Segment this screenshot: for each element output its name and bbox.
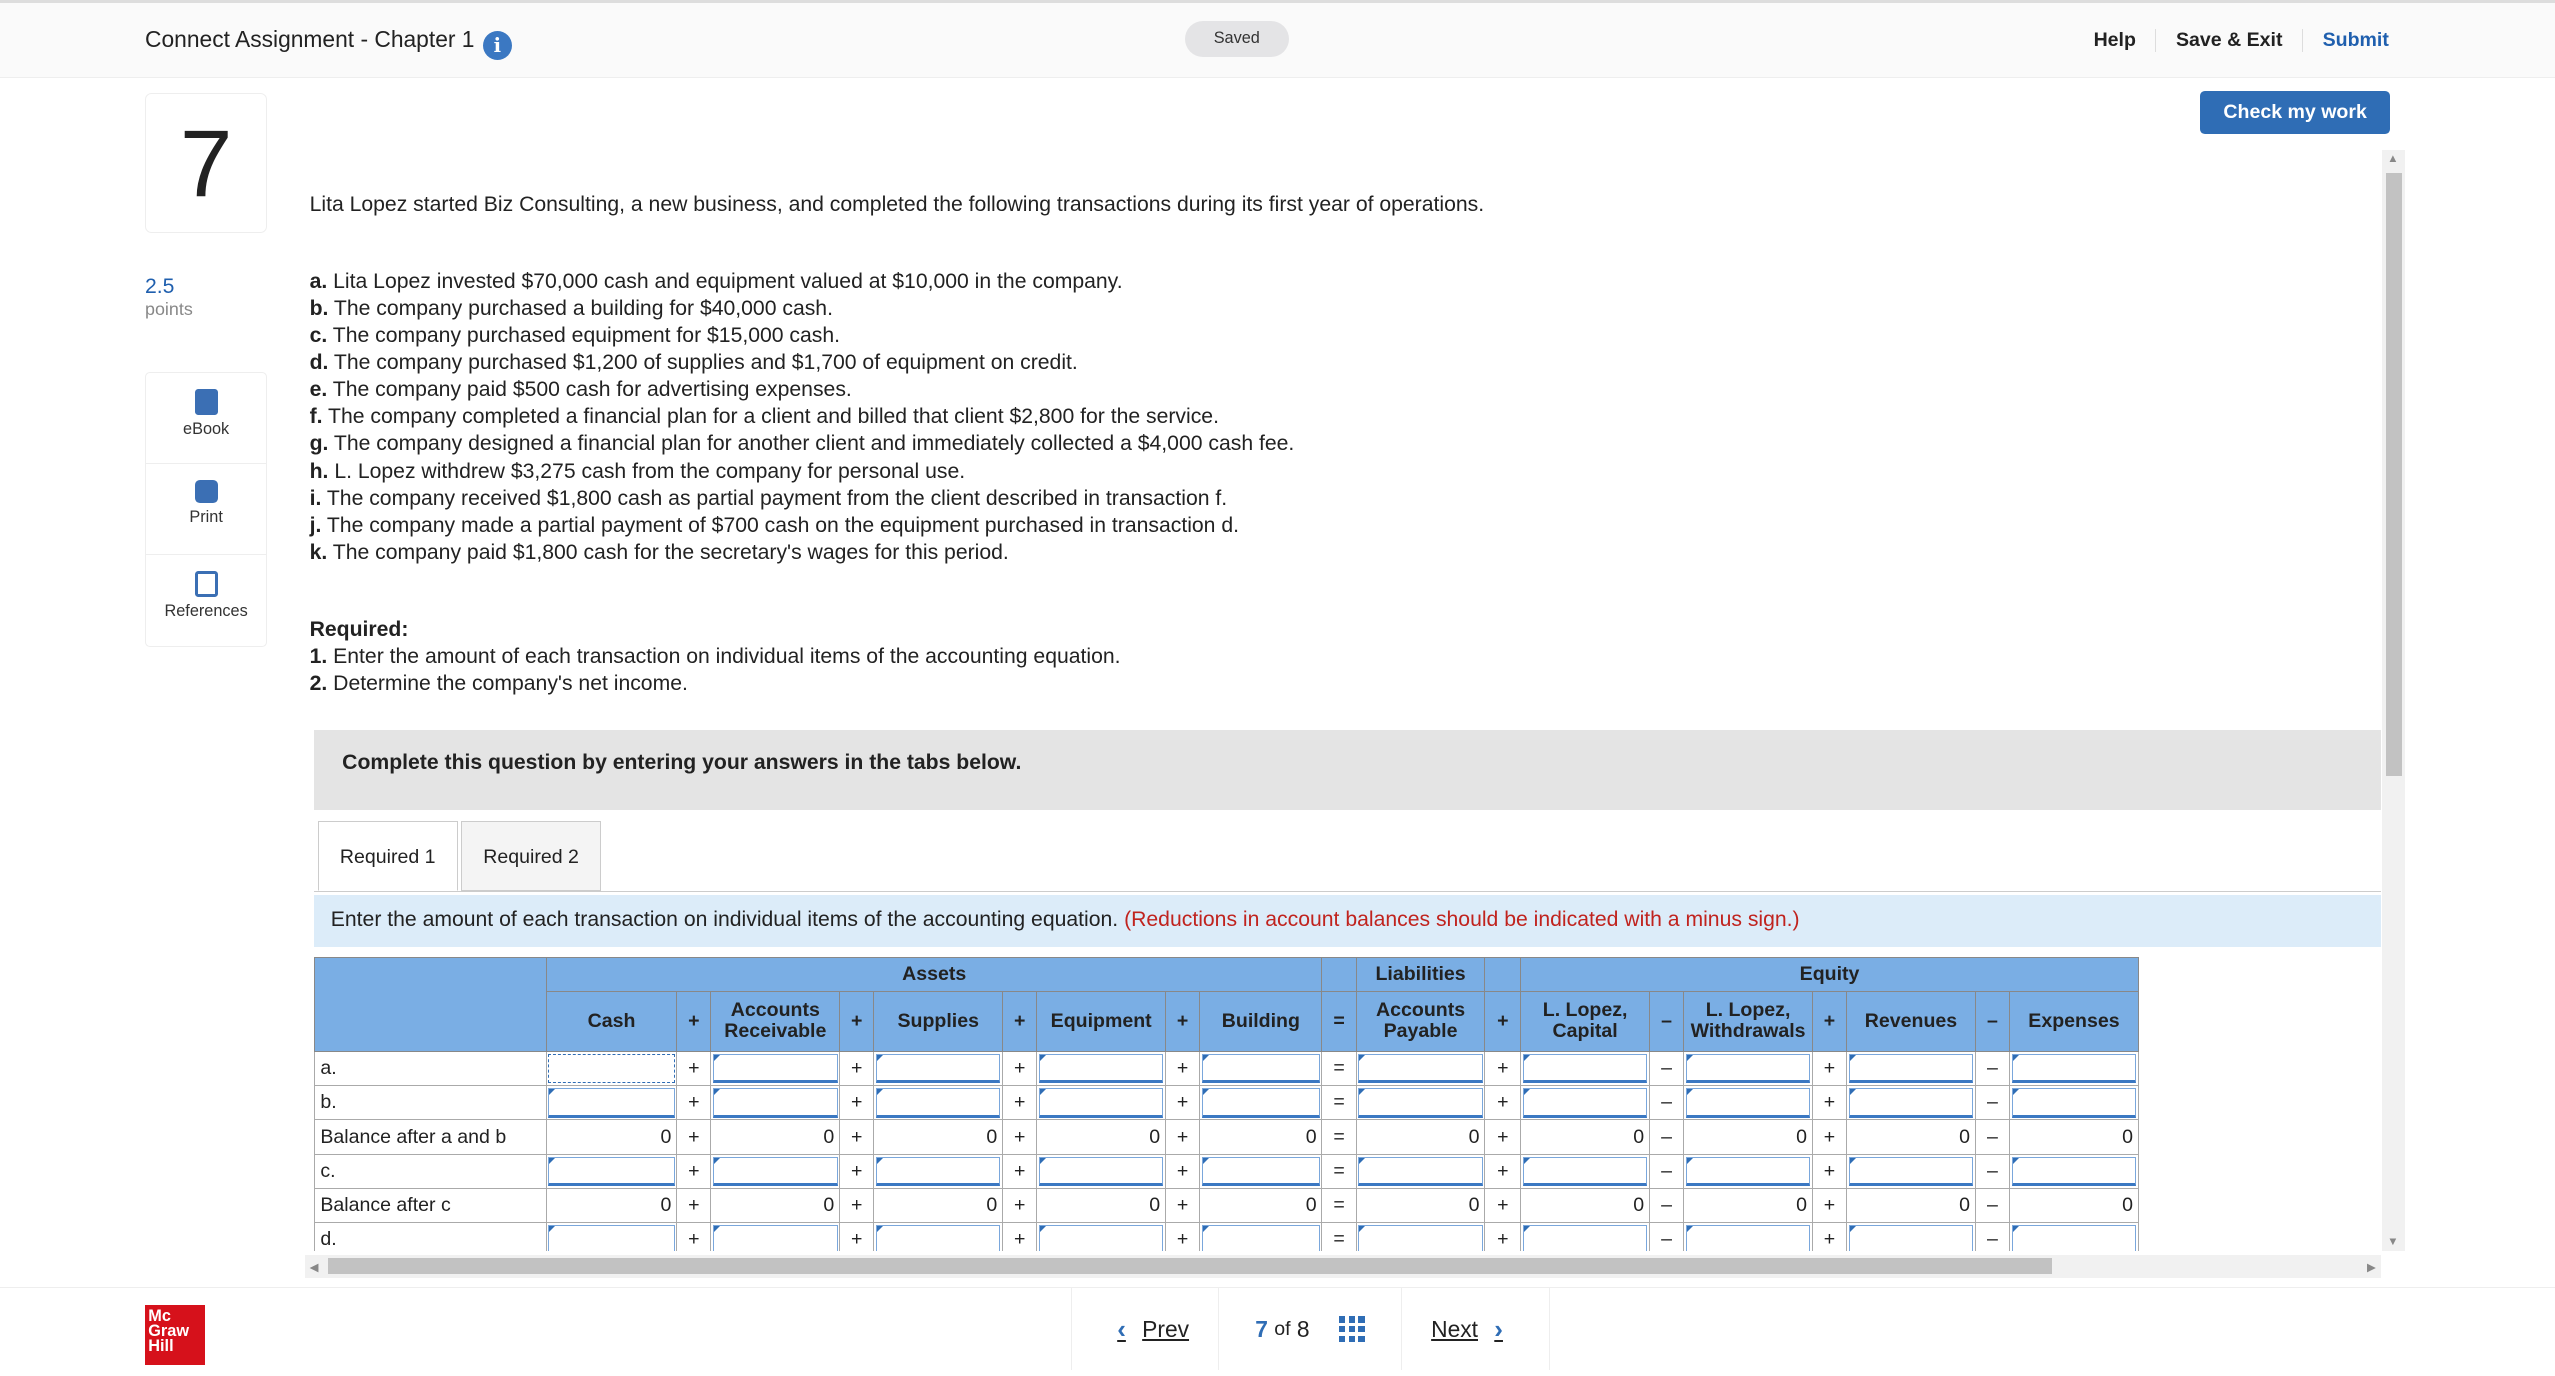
accounting-equation-table xyxy=(314,957,2138,1252)
operator: + xyxy=(1485,1052,1521,1086)
scroll-right-icon[interactable]: ▶ xyxy=(2367,1261,2376,1274)
balance-value: 0 xyxy=(546,1188,676,1222)
operator: + xyxy=(1812,1120,1846,1154)
operator: – xyxy=(1975,991,2009,1051)
prev-button[interactable]: ‹ Prev xyxy=(1071,1288,1220,1369)
operator: + xyxy=(677,1120,711,1154)
column-header: Supplies xyxy=(874,991,1003,1051)
transaction-item xyxy=(310,376,2383,403)
balance-value: 0 xyxy=(711,1188,840,1222)
balance-value: 0 xyxy=(1037,1120,1166,1154)
header-spacer xyxy=(1322,957,1356,991)
top-bar xyxy=(0,0,2555,78)
operator: + xyxy=(677,1223,711,1252)
balance-value: 0 xyxy=(711,1120,840,1154)
column-header: Accounts Receivable xyxy=(711,991,840,1051)
required-section xyxy=(310,616,2383,697)
transaction-key: d. xyxy=(309,351,329,375)
operator: + xyxy=(1812,1052,1846,1086)
cell xyxy=(1200,1154,1322,1188)
pagination xyxy=(1071,1288,1550,1369)
operator: + xyxy=(1812,1223,1846,1252)
row-label: Balance after c xyxy=(315,1188,546,1222)
amount-input[interactable] xyxy=(1039,1088,1163,1117)
references-button[interactable]: References xyxy=(146,555,266,646)
operator: + xyxy=(677,1154,711,1188)
transaction-text: L. Lopez withdrew $3,275 cash from the company for personal use. xyxy=(334,459,966,483)
scroll-up-icon[interactable]: ▲ xyxy=(2387,153,2399,166)
cell xyxy=(546,1086,676,1120)
operator: – xyxy=(1975,1086,2009,1120)
cell xyxy=(1684,1052,1813,1086)
table-row xyxy=(315,1223,2138,1252)
header-spacer xyxy=(1485,957,1521,991)
next-button[interactable]: Next › xyxy=(1401,1288,1550,1369)
transaction-text: The company paid $1,800 cash for the secretary's wages for this period. xyxy=(332,540,1009,564)
balance-value: 0 xyxy=(874,1120,1003,1154)
amount-input[interactable] xyxy=(713,1088,837,1117)
operator: + xyxy=(1003,1052,1037,1086)
cell xyxy=(874,1223,1003,1252)
row-label: Balance after a and b xyxy=(315,1120,546,1154)
amount-input[interactable] xyxy=(1358,1054,1482,1083)
operator: + xyxy=(840,1223,874,1252)
tab-instruction: Enter the amount of each transaction on individual items of the accounting equation. (Reductions in account balances should be indicated with a minus sign.) xyxy=(314,895,2380,947)
transaction-key: h. xyxy=(309,459,329,483)
required-item: 1. Enter the amount of each transaction on individual items of the accounting equation. xyxy=(309,645,1121,669)
amount-input[interactable] xyxy=(1039,1054,1163,1083)
cell xyxy=(1521,1223,1650,1252)
column-header: L. Lopez, Capital xyxy=(1521,991,1650,1051)
table-row xyxy=(315,1120,2138,1154)
cell xyxy=(1037,1052,1166,1086)
transaction-key: i. xyxy=(309,486,322,510)
cell xyxy=(1521,1086,1650,1120)
amount-input[interactable] xyxy=(2012,1088,2137,1117)
operator: + xyxy=(677,1052,711,1086)
operator: + xyxy=(1485,1223,1521,1252)
operator: + xyxy=(840,1120,874,1154)
cell xyxy=(1684,1154,1813,1188)
operator: + xyxy=(1003,1086,1037,1120)
amount-input[interactable] xyxy=(713,1157,837,1186)
operator: – xyxy=(1975,1154,2009,1188)
transaction-text: The company purchased a building for $40,000 cash. xyxy=(333,297,833,321)
operator: + xyxy=(1003,1154,1037,1188)
operator: + xyxy=(840,1052,874,1086)
amount-input[interactable] xyxy=(1523,1088,1647,1117)
cell xyxy=(1521,1052,1650,1086)
operator: + xyxy=(1166,1188,1200,1222)
operator: + xyxy=(1812,1188,1846,1222)
operator: – xyxy=(1649,1052,1683,1086)
operator: + xyxy=(1166,1223,1200,1252)
liabilities-group-header: Liabilities xyxy=(1356,957,1485,991)
table-row xyxy=(315,1086,2138,1120)
operator: + xyxy=(1003,1223,1037,1252)
operator: – xyxy=(1649,1086,1683,1120)
operator: + xyxy=(1166,1154,1200,1188)
ebook-button[interactable]: eBook xyxy=(146,373,266,464)
transaction-key: e. xyxy=(309,378,328,402)
column-header: Accounts Payable xyxy=(1356,991,1485,1051)
transaction-text: The company designed a financial plan for another client and immediately collected a $4,000 cash fee. xyxy=(333,432,1295,456)
transaction-item xyxy=(310,349,2383,376)
balance-value: 0 xyxy=(1200,1188,1322,1222)
row-label: b. xyxy=(315,1086,546,1120)
operator: = xyxy=(1322,1223,1356,1252)
operator: + xyxy=(840,1154,874,1188)
submit-link[interactable]: Submit xyxy=(2302,29,2389,52)
cell xyxy=(1356,1154,1485,1188)
column-header: Expenses xyxy=(2010,991,2139,1051)
save-exit-link[interactable]: Save & Exit xyxy=(2155,29,2302,52)
transaction-key: c. xyxy=(309,324,328,348)
scroll-thumb[interactable] xyxy=(328,1258,2052,1274)
question-number: 7 xyxy=(145,93,267,233)
chevron-right-icon: › xyxy=(1494,1313,1503,1344)
cell xyxy=(2010,1154,2139,1188)
cell xyxy=(1037,1086,1166,1120)
cell xyxy=(711,1086,840,1120)
table-row xyxy=(315,1154,2138,1188)
cell xyxy=(1356,1086,1485,1120)
transaction-text: The company purchased equipment for $15,000 cash. xyxy=(332,324,841,348)
column-header: L. Lopez, Withdrawals xyxy=(1684,991,1813,1051)
amount-input[interactable] xyxy=(548,1157,674,1186)
table-row xyxy=(315,1188,2138,1222)
table-row xyxy=(315,1052,2138,1086)
operator: = xyxy=(1322,1052,1356,1086)
operator: = xyxy=(1322,1086,1356,1120)
tools-panel xyxy=(145,372,267,648)
cell xyxy=(874,1086,1003,1120)
cell xyxy=(1037,1223,1166,1252)
question-points: 2.5 points xyxy=(145,275,193,320)
amount-input[interactable] xyxy=(1849,1054,1973,1083)
divider xyxy=(314,891,2380,892)
operator: + xyxy=(1812,991,1846,1051)
amount-input[interactable] xyxy=(876,1088,1000,1117)
transaction-item xyxy=(310,512,2383,539)
scroll-down-icon[interactable]: ▼ xyxy=(2387,1236,2399,1249)
balance-value: 0 xyxy=(1847,1188,1976,1222)
amount-input[interactable] xyxy=(1523,1054,1647,1083)
transaction-item xyxy=(310,485,2383,512)
transaction-key: g. xyxy=(309,432,329,456)
column-header: Equipment xyxy=(1037,991,1166,1051)
amount-input[interactable] xyxy=(1686,1157,1810,1186)
amount-input[interactable] xyxy=(1358,1225,1482,1251)
operator: + xyxy=(677,1188,711,1222)
amount-input[interactable] xyxy=(1358,1088,1482,1117)
amount-input[interactable] xyxy=(713,1054,837,1083)
operator: + xyxy=(1003,991,1037,1051)
intro-text: Lita Lopez started Biz Consulting, a new business, and completed the following transactions during its first year of operations. xyxy=(309,192,1485,216)
operator: – xyxy=(1975,1188,2009,1222)
operator: – xyxy=(1975,1120,2009,1154)
required-item: 2. Determine the company's net income. xyxy=(309,672,688,696)
question-text xyxy=(310,191,2383,698)
balance-value: 0 xyxy=(546,1120,676,1154)
operator: + xyxy=(840,1086,874,1120)
operator: – xyxy=(1975,1223,2009,1252)
cell xyxy=(1200,1223,1322,1252)
column-header: Building xyxy=(1200,991,1322,1051)
operator: + xyxy=(677,1086,711,1120)
print-icon xyxy=(195,480,218,503)
cell xyxy=(1847,1154,1976,1188)
required-heading: Required: xyxy=(309,618,409,642)
cell xyxy=(1356,1052,1485,1086)
cell xyxy=(1521,1154,1650,1188)
operator: – xyxy=(1649,991,1683,1051)
amount-input[interactable] xyxy=(876,1157,1000,1186)
amount-input[interactable] xyxy=(2012,1157,2137,1186)
operator: + xyxy=(1485,1086,1521,1120)
horizontal-scrollbar[interactable] xyxy=(305,1255,2381,1278)
amount-input[interactable] xyxy=(876,1054,1000,1083)
cell xyxy=(1200,1052,1322,1086)
operator: + xyxy=(1485,1120,1521,1154)
assignment-title: Connect Assignment - Chapter 1 i xyxy=(145,26,512,60)
balance-value: 0 xyxy=(874,1188,1003,1222)
cell xyxy=(2010,1052,2139,1086)
operator: + xyxy=(1166,1052,1200,1086)
references-icon xyxy=(195,571,218,597)
operator: + xyxy=(1003,1120,1037,1154)
scroll-thumb[interactable] xyxy=(2386,173,2402,776)
operator: + xyxy=(1166,1086,1200,1120)
saved-status-badge: Saved xyxy=(1185,21,1289,57)
transaction-item xyxy=(310,268,2383,295)
row-label: c. xyxy=(315,1154,546,1188)
transaction-item xyxy=(310,539,2383,566)
balance-value: 0 xyxy=(1521,1120,1650,1154)
transaction-text: Lita Lopez invested $70,000 cash and equipment valued at $10,000 in the company. xyxy=(333,270,1123,294)
transaction-key: k. xyxy=(309,540,328,564)
operator: + xyxy=(1485,1154,1521,1188)
operator: + xyxy=(840,991,874,1051)
cell xyxy=(874,1052,1003,1086)
balance-value: 0 xyxy=(2010,1188,2139,1222)
operator: = xyxy=(1322,1154,1356,1188)
cell xyxy=(711,1052,840,1086)
cell xyxy=(1200,1086,1322,1120)
amount-input[interactable] xyxy=(1686,1088,1810,1117)
column-header: Cash xyxy=(546,991,676,1051)
operator: = xyxy=(1322,991,1356,1051)
instructions-banner: Complete this question by entering your answers in the tabs below. xyxy=(314,730,2380,810)
transaction-list xyxy=(310,268,2383,566)
balance-value: 0 xyxy=(1200,1120,1322,1154)
cell xyxy=(874,1154,1003,1188)
tab-required-1[interactable]: Required 1 xyxy=(318,821,458,891)
assets-group-header: Assets xyxy=(546,957,1322,991)
cell xyxy=(711,1154,840,1188)
amount-input[interactable] xyxy=(1523,1225,1647,1251)
amount-input[interactable] xyxy=(1039,1157,1163,1186)
amount-input[interactable] xyxy=(1849,1225,1973,1251)
check-my-work-button[interactable]: Check my work xyxy=(2200,91,2391,133)
amount-input[interactable] xyxy=(1686,1054,1810,1083)
operator: = xyxy=(1322,1120,1356,1154)
operator: + xyxy=(677,991,711,1051)
grid-icon[interactable] xyxy=(1339,1316,1365,1342)
amount-input[interactable] xyxy=(2012,1225,2137,1251)
amount-input[interactable] xyxy=(1849,1157,1973,1186)
transaction-item xyxy=(310,322,2383,349)
cell xyxy=(711,1223,840,1252)
transaction-text: The company purchased $1,200 of supplies and $1,700 of equipment on credit. xyxy=(333,351,1078,375)
balance-value: 0 xyxy=(2010,1120,2139,1154)
cell xyxy=(546,1223,676,1252)
amount-input[interactable] xyxy=(1202,1225,1320,1251)
operator: – xyxy=(1975,1052,2009,1086)
amount-input[interactable] xyxy=(548,1225,674,1251)
operator: + xyxy=(1812,1154,1846,1188)
operator: – xyxy=(1649,1154,1683,1188)
amount-input[interactable] xyxy=(2012,1054,2137,1083)
cell xyxy=(1847,1223,1976,1252)
operator: – xyxy=(1649,1120,1683,1154)
transaction-text: The company made a partial payment of $700 cash on the equipment purchased in transaction d. xyxy=(326,513,1239,537)
vertical-scrollbar[interactable] xyxy=(2382,150,2405,1252)
operator: + xyxy=(1166,991,1200,1051)
amount-input[interactable] xyxy=(1358,1157,1482,1186)
transaction-item xyxy=(310,458,2383,485)
operator: + xyxy=(1485,991,1521,1051)
cell xyxy=(1037,1154,1166,1188)
transaction-key: f. xyxy=(309,405,323,429)
amount-input[interactable] xyxy=(1202,1157,1320,1186)
print-button[interactable]: Print xyxy=(146,464,266,555)
column-header: Revenues xyxy=(1847,991,1976,1051)
ebook-icon xyxy=(195,389,218,415)
operator: + xyxy=(840,1188,874,1222)
cell xyxy=(1847,1052,1976,1086)
balance-value: 0 xyxy=(1356,1188,1485,1222)
amount-input[interactable] xyxy=(548,1054,674,1083)
transaction-key: j. xyxy=(309,513,322,537)
row-label: d. xyxy=(315,1223,546,1252)
balance-value: 0 xyxy=(1684,1120,1813,1154)
transaction-item xyxy=(310,295,2383,322)
transaction-key: a. xyxy=(309,270,328,294)
transaction-text: The company received $1,800 cash as partial payment from the client described in transaction f. xyxy=(326,486,1228,510)
amount-input[interactable] xyxy=(1849,1088,1973,1117)
footer xyxy=(0,1287,2555,1375)
chevron-left-icon: ‹ xyxy=(1117,1313,1126,1344)
amount-input[interactable] xyxy=(876,1225,1000,1251)
amount-input[interactable] xyxy=(548,1088,674,1117)
cell xyxy=(1847,1086,1976,1120)
transaction-text: The company paid $500 cash for advertising expenses. xyxy=(332,378,852,402)
operator: + xyxy=(1166,1120,1200,1154)
balance-value: 0 xyxy=(1521,1188,1650,1222)
operator: + xyxy=(1003,1188,1037,1222)
mcgraw-hill-logo: Mc Graw Hill xyxy=(145,1305,205,1365)
cell xyxy=(2010,1223,2139,1252)
operator: – xyxy=(1649,1188,1683,1222)
amount-input[interactable] xyxy=(713,1225,837,1251)
balance-value: 0 xyxy=(1037,1188,1166,1222)
cell xyxy=(2010,1086,2139,1120)
row-label-header xyxy=(315,957,546,1052)
transaction-text: The company completed a financial plan for a client and billed that client $2,800 for the service. xyxy=(328,405,1219,429)
cell xyxy=(1356,1223,1485,1252)
cell xyxy=(1684,1086,1813,1120)
balance-value: 0 xyxy=(1847,1120,1976,1154)
amount-input[interactable] xyxy=(1202,1054,1320,1083)
balance-value: 0 xyxy=(1684,1188,1813,1222)
equity-group-header: Equity xyxy=(1521,957,2139,991)
cell xyxy=(546,1052,676,1086)
info-icon[interactable]: i xyxy=(483,31,512,60)
accounting-equation-table-container xyxy=(314,957,2380,1252)
row-label: a. xyxy=(315,1052,546,1086)
amount-input[interactable] xyxy=(1202,1088,1320,1117)
operator: – xyxy=(1649,1223,1683,1252)
cell xyxy=(1684,1223,1813,1252)
amount-input[interactable] xyxy=(1686,1225,1810,1251)
transaction-item xyxy=(310,430,2383,457)
help-link[interactable]: Help xyxy=(2093,29,2136,52)
cell xyxy=(546,1154,676,1188)
operator: = xyxy=(1322,1188,1356,1222)
balance-value: 0 xyxy=(1356,1120,1485,1154)
transaction-key: b. xyxy=(309,297,329,321)
operator: + xyxy=(1812,1086,1846,1120)
tab-required-2[interactable]: Required 2 xyxy=(461,821,601,891)
scroll-left-icon[interactable]: ◀ xyxy=(309,1261,319,1274)
transaction-item xyxy=(310,403,2383,430)
amount-input[interactable] xyxy=(1039,1225,1163,1251)
amount-input[interactable] xyxy=(1523,1157,1647,1186)
operator: + xyxy=(1485,1188,1521,1222)
page-indicator[interactable]: 7 of 8 xyxy=(1219,1316,1400,1343)
